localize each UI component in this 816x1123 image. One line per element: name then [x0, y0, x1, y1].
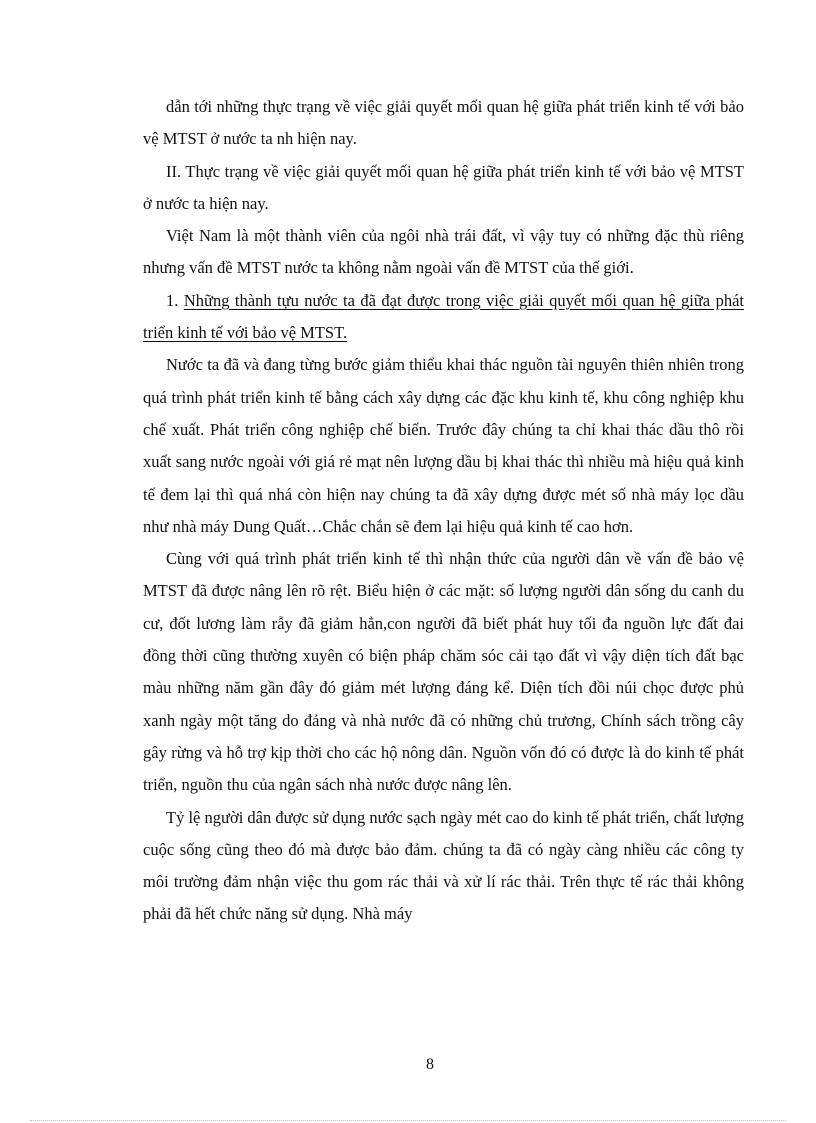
paragraph-awareness: Cùng với quá trình phát triển kinh tế thì nhận thức của người dân về vấn đề bảo vệ MTST đã được nâng lên rõ rệt. Biểu hiện ở các mặt: số lượng người dân sống du canh du cư, đốt lương làm rẫy đã giảm hẳn,con người đã biết phát huy tối đa nguồn lực đất đai đồng thời cũng thường xuyên có biện pháp chăm sóc cải tạo đất vì vậy diện tích đất bạc màu những năm gần đây đó giảm mét lượng đáng kể. Diện tích đồi núi chọc được phủ xanh ngày một tăng do đảng và nhà nước đã có những chủ trương, Chính sách trồng cây gây rừng và hỗ trợ kịp thời cho các hộ nông dân. Nguồn vốn đó có được là do kinh tế phát triển, nguồn thu của ngân sách nhà nước được nâng lên. [143, 549, 744, 795]
page-number: 8 [426, 1056, 434, 1073]
document-body [143, 91, 744, 931]
paragraph-1: dẫn tới những thực trạng về việc giải quyết mối quan hệ giữa phát triển kinh tế với bảo vệ MTST ở nước ta nh hiện nay. [143, 97, 744, 149]
footer-divider [30, 1120, 786, 1121]
paragraph-clean-water: Tỷ lệ người dân được sử dụng nước sạch ngày mét cao do kinh tế phát triển, chất lượng cuộc sống cũng theo đó mà được bảo đảm. chúng ta đã có ngày càng nhiều các công ty môi trường đảm nhận việc thu gom rác thải và xử lí rác thải. Trên thực tế rác thải không phải đã hết chức năng sử dụng. Nhà máy [143, 807, 744, 924]
subsection-title: Những thành tựu nước ta đã đạt được trong việc giải quyết mối quan hệ giữa phát triển kinh tế với bảo vệ MTST. [143, 290, 744, 343]
subsection-number: 1. [166, 290, 184, 310]
section-heading-ii: II. Thực trạng về việc giải quyết mối quan hệ giữa phát triển kinh tế với bảo vệ MTST ở nước ta hiện nay. [143, 161, 744, 213]
subsection-heading-1 [143, 285, 744, 350]
paragraph-resources: Nước ta đã và đang từng bước giảm thiểu khai thác nguồn tài nguyên thiên nhiên trong quá trình phát triển kinh tế bằng cách xây dựng các đặc khu kinh tế, khu công nghiệp khu chế xuất. Phát triển công nghiệp chế biến. Trước đây chúng ta chỉ khai thác dầu thô rồi xuất sang nước ngoài với giá rẻ mạt nên lượng dầu bị khai thác thì nhiều mà hiệu quả kinh tế đem lại thì quá nhá còn hiện nay chúng ta đã xây dựng được mét số nhà máy lọc dầu như nhà máy Dung Quất…Chắc chắn sẽ đem lại hiệu quả kinh tế cao hơn. [143, 355, 744, 536]
paragraph-vietnam: Việt Nam là một thành viên của ngôi nhà trái đất, vì vậy tuy có những đặc thù riêng nhưng vấn đề MTST nước ta không nằm ngoài vấn đề MTST của thế giới. [143, 226, 744, 278]
